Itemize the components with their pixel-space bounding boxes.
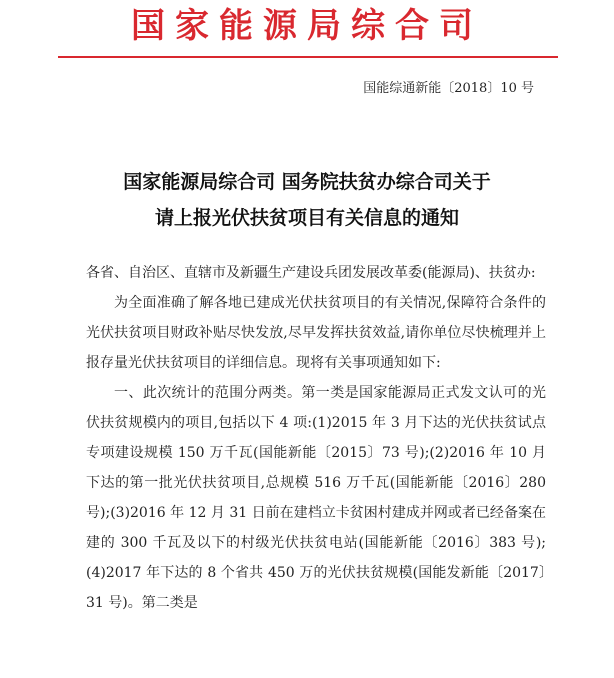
addressee: 各省、自治区、直辖市及新疆生产建设兵团发展改革委(能源局)、扶贫办: [86, 265, 536, 281]
body-paragraph-1: 为全面准确了解各地已建成光伏扶贫项目的有关情况,保障符合条件的光伏扶贫项目财政补贴尽快发放,尽早发挥扶贫效益,请你单位尽快梳理并上报存量光伏扶贫项目的详细信息。现将有关事项通知如下: [86, 295, 546, 371]
document-number: 国能综通新能〔2018〕10 号 [363, 81, 534, 96]
document-title-line-1: 国家能源局综合司 国务院扶贫办综合司关于 [123, 171, 491, 193]
letterhead-org-name: 国家能源局综合司 [131, 6, 483, 46]
document-title-line-2: 请上报光伏扶贫项目有关信息的通知 [154, 207, 459, 229]
letterhead-red-rule [58, 56, 558, 58]
letterhead [0, 0, 614, 50]
document-title [0, 164, 614, 236]
document-body [86, 258, 546, 618]
body-paragraph-2: 一、此次统计的范围分两类。第一类是国家能源局正式发文认可的光伏扶贫规模内的项目,包括以下 4 项:(1)2015 年 3 月下达的光伏扶贫试点专项建设规模 150 万千瓦(国能新能〔2015〕73 号);(2)2016 年 10 月下达的第一批光伏扶贫项目,总规模 516 万千瓦(国能新能〔2016〕280 号);(3)2016 年 12 月 31 日前在建档立卡贫困村建成并网或者已经备案在建的 300 千瓦及以下的村级光伏扶贫电站(国能新能〔2016〕383 号);(4)2017 年下达的 8 个省共 450 万的光伏扶贫规模(国能发新能〔2017〕31 号)。第二类是 [86, 385, 546, 611]
